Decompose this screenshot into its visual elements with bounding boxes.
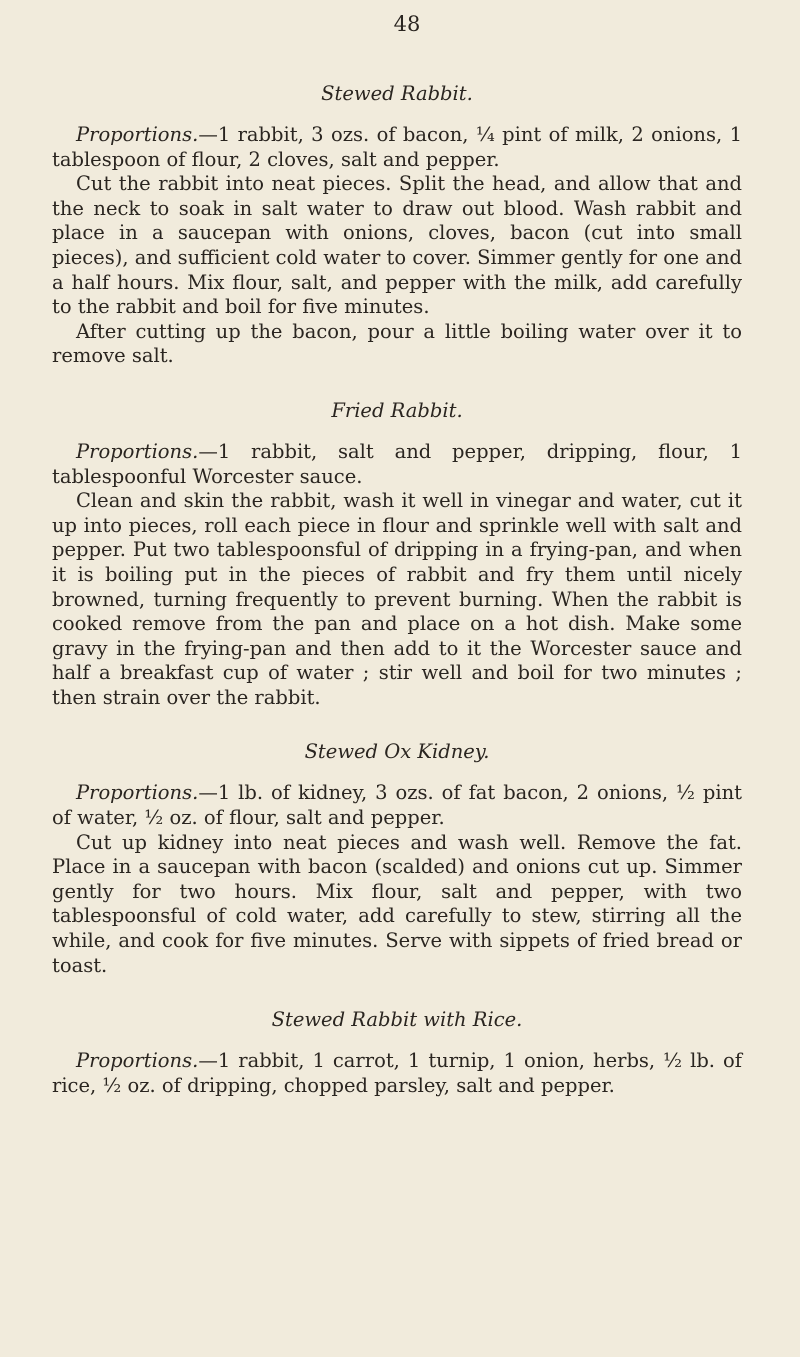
proportions-text: —1 rabbit, 3 ozs. of bacon, ¼ pint of milk, 2 onions, 1 tablespoon of flour, 2 cloves, salt and pepper. <box>52 123 742 171</box>
proportions-label: Proportions. <box>76 439 199 463</box>
proportions-label: Proportions. <box>76 781 199 805</box>
method-paragraph: Cut the rabbit into neat pieces. Split the head, and allow that and the neck to soak in salt water to draw out blood. Wash rabbit and place in a saucepan with onions, cloves, bacon (cut into small pieces), and sufficient cold water to cover. Simmer gently for one and a half hours. Mix flour, salt, and pepper with the milk, add carefully to the rabbit and boil for five minutes. <box>52 172 742 319</box>
proportions <box>52 1049 742 1098</box>
recipe-fried-rabbit <box>52 399 742 711</box>
proportions-label: Proportions. <box>76 1049 199 1073</box>
proportions-text: —1 rabbit, 1 carrot, 1 turnip, 1 onion, herbs, ½ lb. of rice, ½ oz. of dripping, chopped parsley, salt and pepper. <box>52 1049 742 1097</box>
method-paragraph: Cut up kidney into neat pieces and wash well. Remove the fat. Place in a saucepan with bacon (scalded) and onions cut up. Simmer gently for two hours. Mix flour, salt and pepper, with two tablespoonsful of cold water, add carefully to stew, stirring all the while, and cook for five minutes. Serve with sippets of fried bread or toast. <box>52 830 742 977</box>
proportions <box>52 440 742 489</box>
recipe-title: Stewed Rabbit. <box>321 82 473 105</box>
recipe-title: Fried Rabbit. <box>331 398 463 422</box>
recipe-title: Stewed Rabbit with Rice. <box>271 1008 523 1032</box>
proportions <box>52 781 742 830</box>
book-page <box>52 12 742 1098</box>
proportions <box>52 123 742 172</box>
recipe-stewed-rabbit <box>52 82 742 369</box>
proportions-text: —1 lb. of kidney, 3 ozs. of fat bacon, 2 onions, ½ pint of water, ½ oz. of flour, salt and pepper. <box>52 781 742 830</box>
proportions-label: Proportions. <box>76 123 199 146</box>
recipe-stewed-ox-kidney <box>52 740 742 978</box>
recipe-stewed-rabbit-with-rice <box>52 1008 742 1098</box>
method-paragraph: After cutting up the bacon, pour a little boiling water over it to remove salt. <box>52 319 742 368</box>
method-paragraph: Clean and skin the rabbit, wash it well in vinegar and water, cut it up into pieces, roll each piece in flour and sprinkle well with salt and pepper. Put two tablespoonsful of dripping in a frying-pan, and when it is boiling put in the pieces of rabbit and fry them until nicely browned, turning frequently to prevent burning. When the rabbit is cooked remove from the pan and place on a hot dish. Make some gravy in the frying-pan and then add to it the Worcester sauce and half a breakfast cup of water ; stir well and boil for two minutes ; then strain over the rabbit. <box>52 489 742 709</box>
recipe-title: Stewed Ox Kidney. <box>304 740 490 764</box>
proportions-text: —1 rabbit, salt and pepper, dripping, flour, 1 tablespoonful Worcester sauce. <box>52 439 742 488</box>
page-number: 48 <box>393 12 421 36</box>
